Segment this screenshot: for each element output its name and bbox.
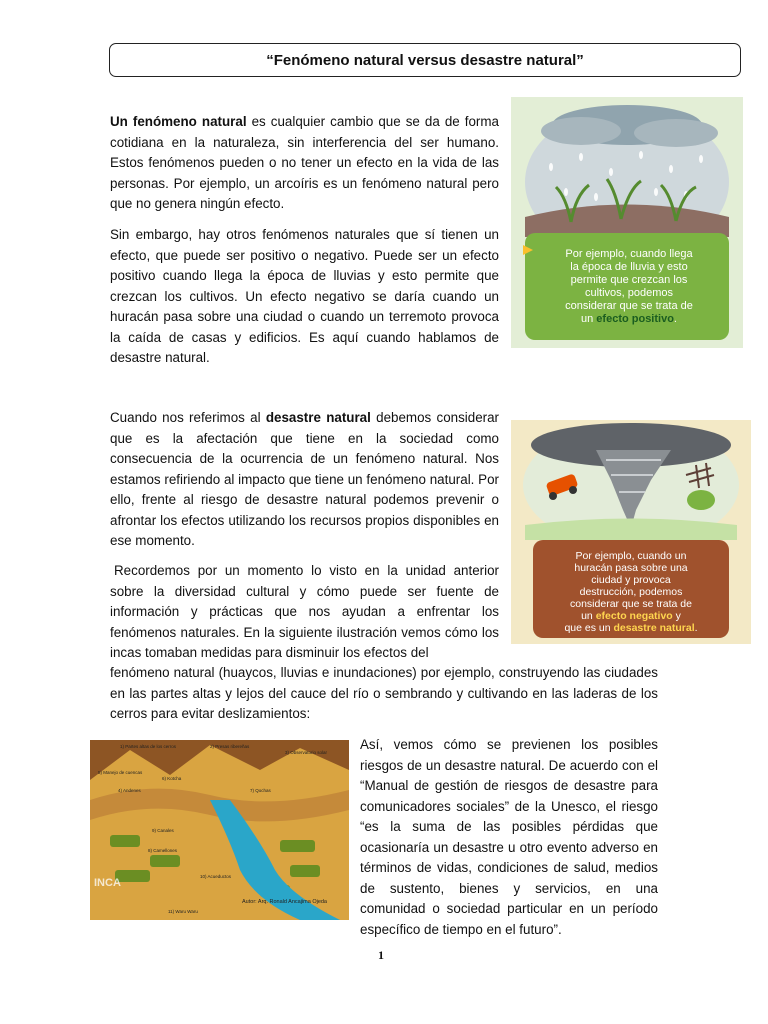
fig3-label-1: 1) Partes altas de los cerros	[120, 744, 177, 749]
fig3-author: Autor: Arq. Ronald Ancajima Ojeda	[242, 899, 327, 905]
term-fenomeno-natural: Un fenómeno natural	[110, 114, 247, 129]
fig3-brand: INCA	[94, 877, 121, 889]
fig2-caption-line1: Por ejemplo, cuando un	[575, 550, 687, 562]
inca-landscape-illustration	[90, 740, 349, 920]
fig1-caption-line1: Por ejemplo, cuando llega	[565, 248, 693, 260]
paragraph-riesgo	[360, 735, 658, 940]
fig1-caption-line2: la época de lluvia y esto	[570, 261, 688, 273]
p3-text: debemos considerar que es la afectación que tiene en la sociedad como consecuencia de la ocurrencia de un fenómeno natural. Nos estamos refiriendo al impacto que tiene un fenómeno natural. Por ello, frente al riesgo de desastre natural podemos prevenir o afrontar los efectos utilizando los recursos propios disponibles en ese momento.	[110, 410, 500, 548]
paragraph-fenomeno-natural	[110, 112, 499, 215]
paragraph-incas-b	[110, 663, 658, 725]
fig3-label-8: 8) Camellones	[148, 848, 178, 853]
fig1-caption-line4: cultivos, podemos	[584, 287, 674, 299]
fig3-label-5: 5) Manejo de cuencas	[98, 770, 143, 775]
p4b-text: fenómeno natural (huaycos, lluvias e inundaciones) por ejemplo, construyendo las ciudades en las partes altas y lejos del cauce del río o sembrando y cultivando en las laderas de los cerros para evitar deslizamientos:	[110, 665, 658, 721]
term-desastre-natural: desastre natural	[265, 410, 371, 425]
hurricane-illustration	[511, 420, 751, 644]
p3-pre: Cuando nos referimos al	[110, 410, 266, 425]
fig2-caption-line5: considerar que se trata de	[570, 598, 692, 610]
figure-efecto-negativo	[511, 420, 751, 644]
fig2-desastre-natural: desastre natural	[613, 622, 695, 634]
fig3-label-3: 3) Observatorio solar	[285, 750, 328, 755]
fig3-label-6: 6) Kotcha	[162, 776, 182, 781]
fig3-label-11: 11) Waru Waru	[168, 909, 198, 914]
p5-text: Así, vemos cómo se previenen los posibles riesgos de un desastre natural. De acuerdo con el “Manual de gestión de riesgos de desastre para comunicadores sociales” de la Unesco, el riesgo “es la suma de las posibles pérdidas que ocasionaría un desastre u otro evento adverso en términos de vidas, condiciones de salud, medios de sustento, bienes y servicios, en una comunidad o sociedad particular en un período específico de tiempo en el futuro”.	[360, 737, 658, 937]
fig1-line6-pre: un	[581, 313, 597, 325]
figure-efecto-positivo	[511, 97, 743, 348]
fig2-caption-line3: ciudad y provoca	[591, 574, 671, 586]
fig2-caption-line6	[581, 610, 682, 622]
fig1-caption-line5: considerar que se trata de	[565, 300, 693, 312]
p1-text: es cualquier cambio que se da de forma cotidiana en la naturaleza, sin interferencia del ser humano. Estos fenómenos pueden o no tener un efecto en la vida de las personas. Por ejemplo, un arcoíris es un fenómeno natural pero que no genera ningún efecto.	[110, 114, 499, 211]
fig3-label-10: 10) Acueductos	[200, 874, 232, 879]
fig3-label-7: 7) Qochas	[250, 788, 271, 793]
fig2-line6-post: y	[672, 610, 681, 622]
document-title	[109, 43, 741, 77]
paragraph-incas-a	[110, 561, 499, 664]
fig1-caption-line3: permite que crezcan los	[570, 274, 688, 286]
fig2-caption-line4: destrucción, podemos	[579, 586, 683, 598]
fig2-line7-post: .	[694, 622, 698, 634]
paragraph-efectos	[110, 225, 499, 369]
title-text: “Fenómeno natural versus desastre natural”	[266, 51, 584, 69]
fig2-line7-pre: que es un	[564, 622, 614, 634]
page-number: 1	[378, 948, 384, 962]
fig3-label-4: 4) Andenes	[118, 788, 141, 793]
fig2-caption-line2: huracán pasa sobre una	[574, 562, 688, 574]
fig2-caption-line7	[564, 622, 697, 634]
fig1-line6-post: .	[673, 313, 677, 325]
fig1-efecto-positivo: efecto positivo	[596, 313, 674, 325]
p4a-text: Recordemos por un momento lo visto en la unidad anterior sobre la diversidad cultural y cómo puede ser fuente de información y prácticas que nos ayudan a enfrentar los fenómenos naturales. En la siguiente ilustración vemos cómo los incas tomaban medidas para disminuir los efectos del	[110, 563, 499, 660]
paragraph-desastre-natural	[110, 408, 499, 552]
fig1-caption-line6	[581, 313, 677, 325]
p2-text: Sin embargo, hay otros fenómenos naturales que sí tienen un efecto, que puede ser positivo o negativo. Puede ser un efecto positivo cuando llega la época de lluvias y esto permite que crezcan los cultivos. Un efecto negativo se daría cuando un huracán pasa sobre una ciudad o cuando un terremoto provoca la caída de casas y edificios. Es aquí cuando hablamos de desastre natural.	[110, 227, 499, 365]
rain-crops-illustration	[511, 97, 743, 348]
fig2-efecto-negativo: efecto negativo	[595, 610, 673, 622]
figure-incas-ilustracion	[90, 740, 349, 920]
fig2-line6-pre: un	[581, 610, 596, 622]
fig3-label-9: 9) Canales	[152, 828, 174, 833]
fig3-label-2: 2) Presas ribereñas	[210, 744, 250, 749]
